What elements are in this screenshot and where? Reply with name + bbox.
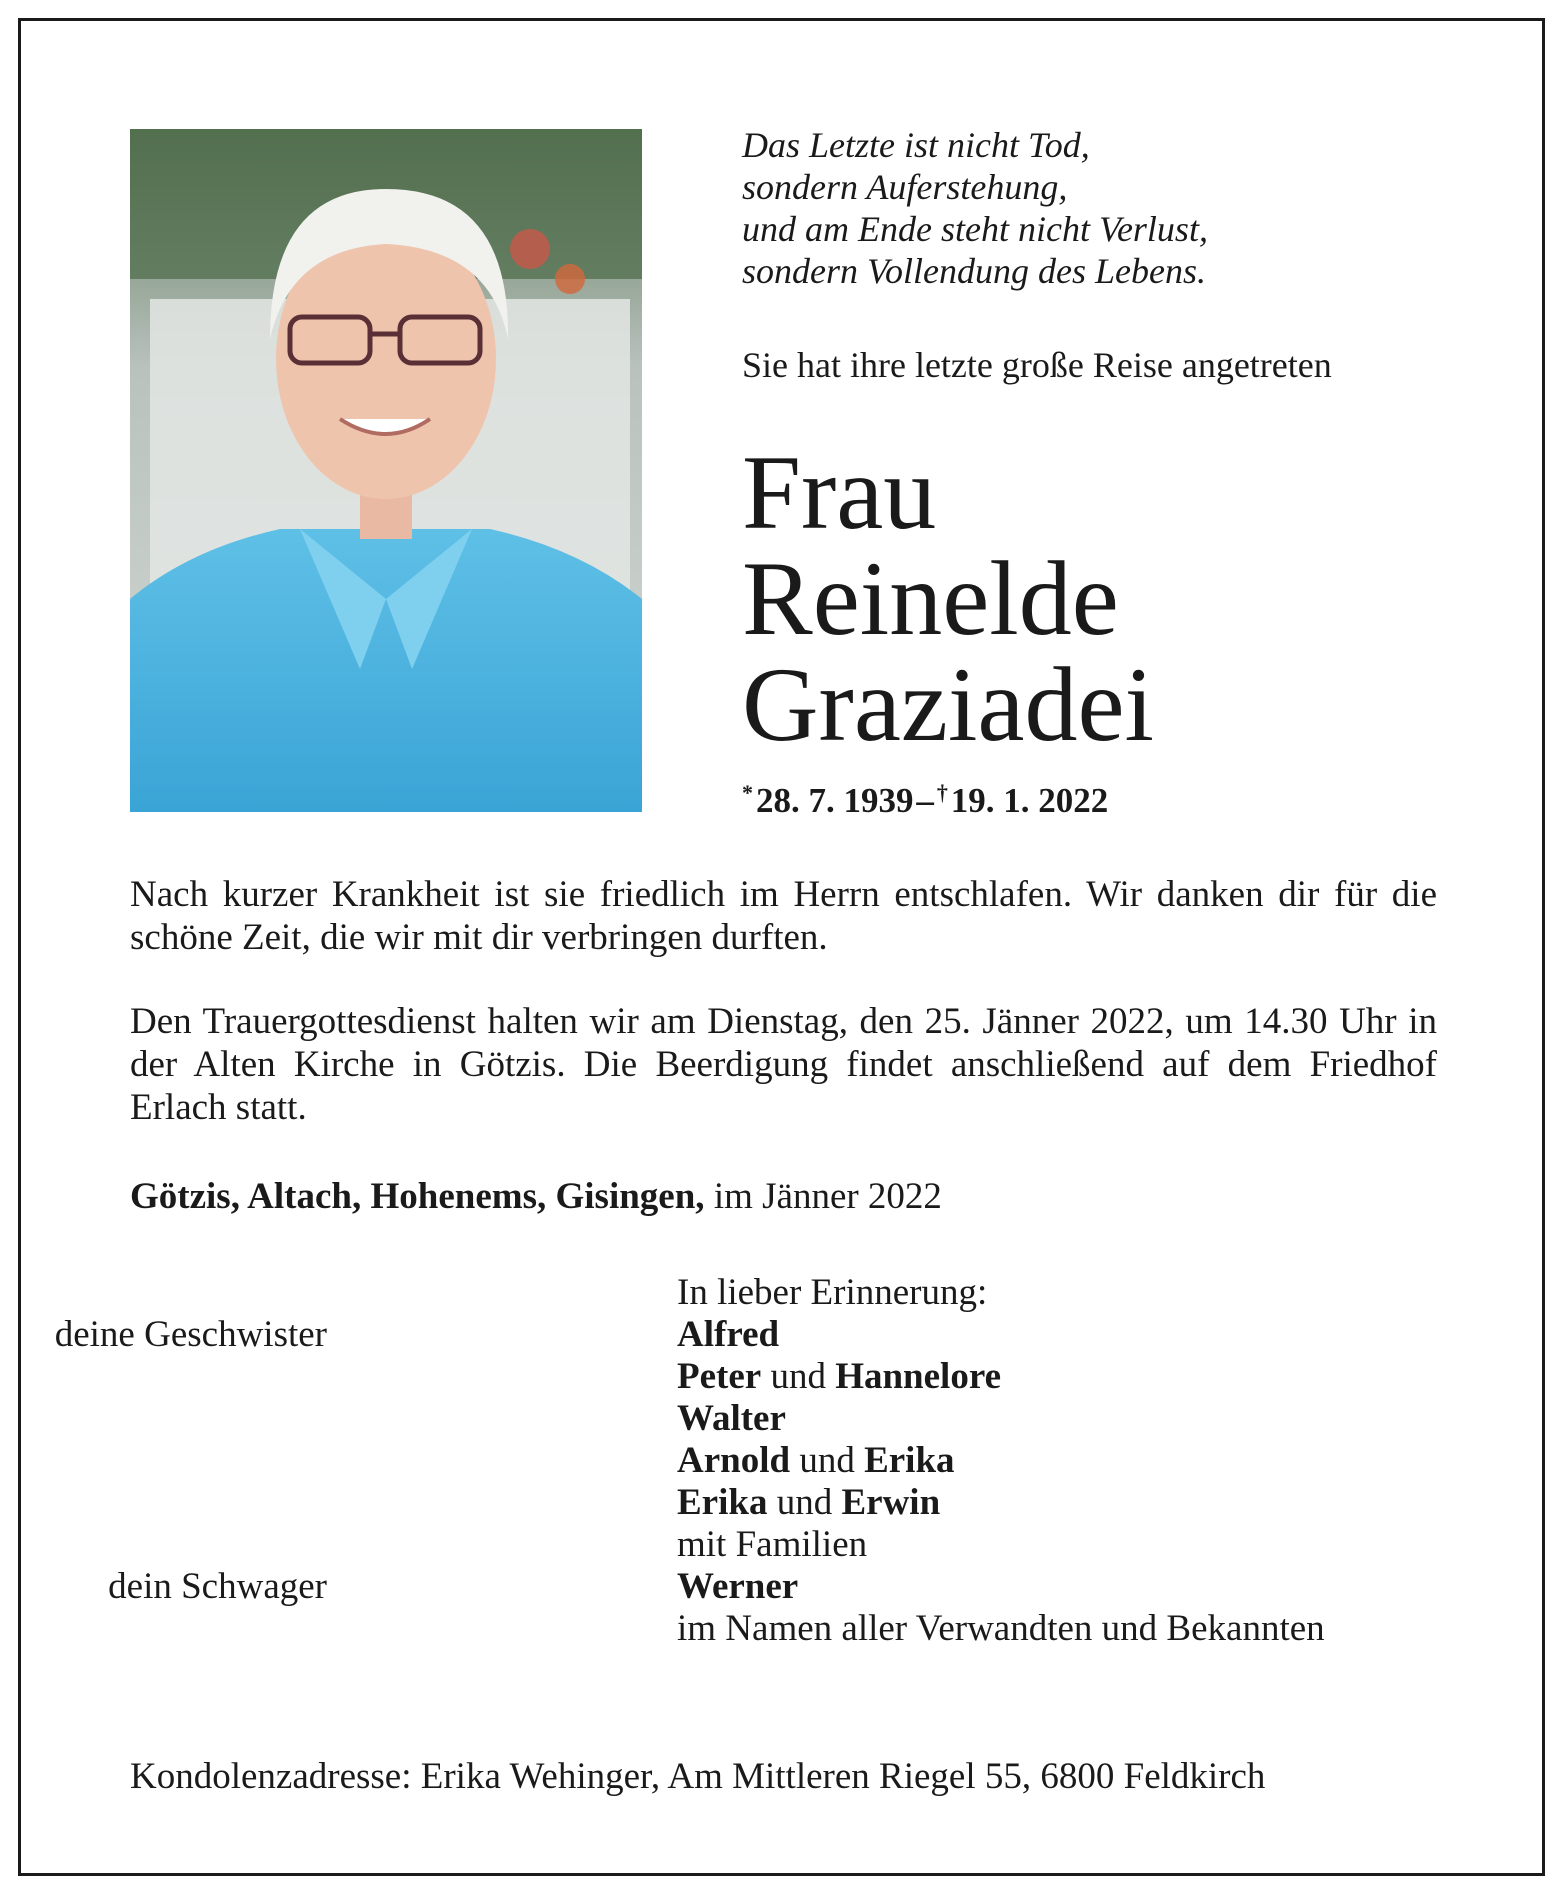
conjunction: und — [761, 1356, 836, 1397]
poem-line: Das Letzte ist nicht Tod, — [742, 125, 1090, 165]
life-dates — [742, 780, 1108, 821]
mourner-name: Peter — [677, 1356, 762, 1397]
mourner-name: Arnold — [677, 1440, 791, 1481]
date-separator: – — [916, 781, 934, 820]
conjunction: und — [790, 1440, 865, 1481]
intro-text: Sie hat ihre letzte große Reise angetreten — [742, 345, 1332, 385]
mourners-heading: In lieber Erinnerung: — [677, 1272, 988, 1313]
mourner-name: Walter — [677, 1398, 786, 1439]
birth-symbol: * — [742, 780, 753, 805]
service-paragraph: Den Trauergottesdienst halten wir am Dienstag, den 25. Jänner 2022, um 14.30 Uhr in der Alten Kirche in Götzis. Die Beerdigung findet anschließend auf dem Friedhof Erlach statt. — [130, 1001, 1437, 1128]
mourners-list — [54, 1272, 1440, 1650]
mourner-name: Erika — [677, 1482, 768, 1523]
mourner-name: Erwin — [841, 1482, 941, 1523]
poem-quote — [742, 124, 1208, 292]
condolence-address: Kondolenzadresse: Erika Wehinger, Am Mittleren Riegel 55, 6800 Feldkirch — [130, 1756, 1266, 1797]
mourner-name: Erika — [864, 1440, 955, 1481]
siblings-label: deine Geschwister — [54, 1314, 327, 1355]
death-date: 19. 1. 2022 — [950, 781, 1109, 820]
death-symbol: † — [936, 780, 948, 805]
mourner-name: Werner — [677, 1566, 799, 1607]
mourner-name: Alfred — [677, 1314, 780, 1355]
poem-line: sondern Vollendung des Lebens. — [742, 251, 1206, 291]
portrait-photo — [130, 129, 642, 812]
towns: Götzis, Altach, Hohenems, Gisingen, — [130, 1176, 705, 1217]
notice-date: im Jänner 2022 — [704, 1176, 942, 1217]
passing-paragraph: Nach kurzer Krankheit ist sie friedlich im Herrn entschlafen. Wir danken dir für die schöne Zeit, die wir mit dir verbringen durften. — [130, 874, 1437, 958]
brother-in-law-label: dein Schwager — [108, 1566, 327, 1607]
deceased-name — [742, 434, 1154, 763]
name-title: Frau — [742, 434, 937, 551]
place-and-date — [130, 1175, 942, 1218]
poem-line: sondern Auferstehung, — [742, 167, 1068, 207]
birth-date: 28. 7. 1939 — [755, 781, 914, 820]
conjunction: und — [767, 1482, 842, 1523]
name-last: Graziadei — [742, 646, 1154, 763]
mourner-name: Hannelore — [835, 1356, 1002, 1397]
closing-text: im Namen aller Verwandten und Bekannten — [677, 1608, 1325, 1649]
poem-line: und am Ende steht nicht Verlust, — [742, 209, 1208, 249]
name-first: Reinelde — [742, 540, 1119, 657]
families-text: mit Familien — [677, 1524, 868, 1565]
